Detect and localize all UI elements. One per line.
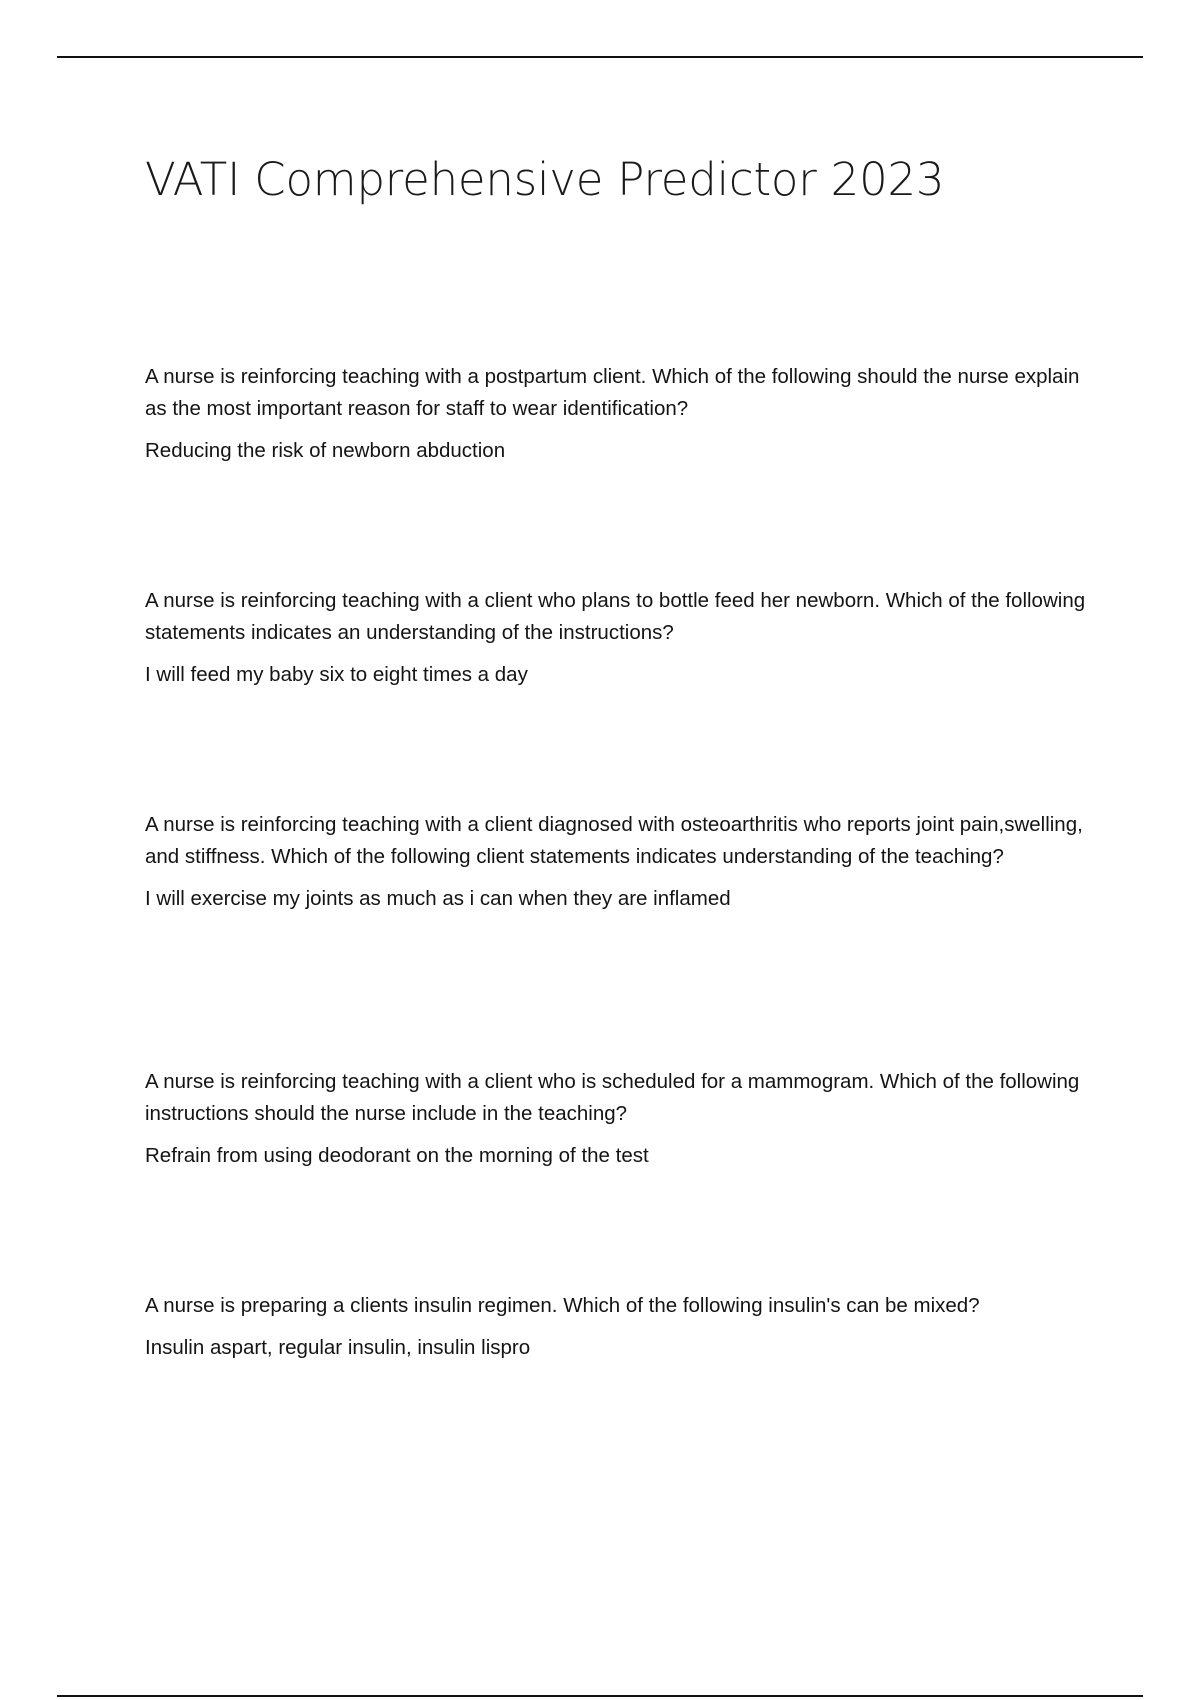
answer-text: I will feed my baby six to eight times a day — [145, 663, 528, 686]
answer-text: Reducing the risk of newborn abduction — [145, 439, 506, 462]
qa-item-2 — [145, 585, 1105, 691]
question-text: A nurse is preparing a clients insulin regimen. Which of the following insulin's can be mixed? — [145, 1294, 980, 1317]
top-divider — [57, 56, 1143, 58]
qa-item-5 — [145, 1290, 1105, 1364]
question-text: A nurse is reinforcing teaching with a postpartum client. Which of the following should the nurse explain as the most important reason for staff to wear identification? — [145, 365, 1080, 420]
question-text: A nurse is reinforcing teaching with a client who plans to bottle feed her newborn. Which of the following statements indicates an understanding of the instructions? — [145, 589, 1086, 644]
document-title: VATI Comprehensive Predictor 2023 — [145, 153, 945, 206]
answer-text: I will exercise my joints as much as i can when they are inflamed — [145, 887, 731, 910]
qa-item-4 — [145, 1066, 1105, 1172]
answer-text: Refrain from using deodorant on the morning of the test — [145, 1144, 649, 1167]
question-text: A nurse is reinforcing teaching with a client who is scheduled for a mammogram. Which of the following instructions should the nurse include in the teaching? — [145, 1070, 1080, 1125]
qa-item-1 — [145, 361, 1105, 467]
question-text: A nurse is reinforcing teaching with a client diagnosed with osteoarthritis who reports joint pain,swelling, and stiffness. Which of the following client statements indicates understanding of the teaching? — [145, 813, 1083, 868]
answer-text: Insulin aspart, regular insulin, insulin lispro — [145, 1336, 531, 1359]
qa-item-3 — [145, 809, 1105, 915]
bottom-divider — [57, 1695, 1143, 1697]
